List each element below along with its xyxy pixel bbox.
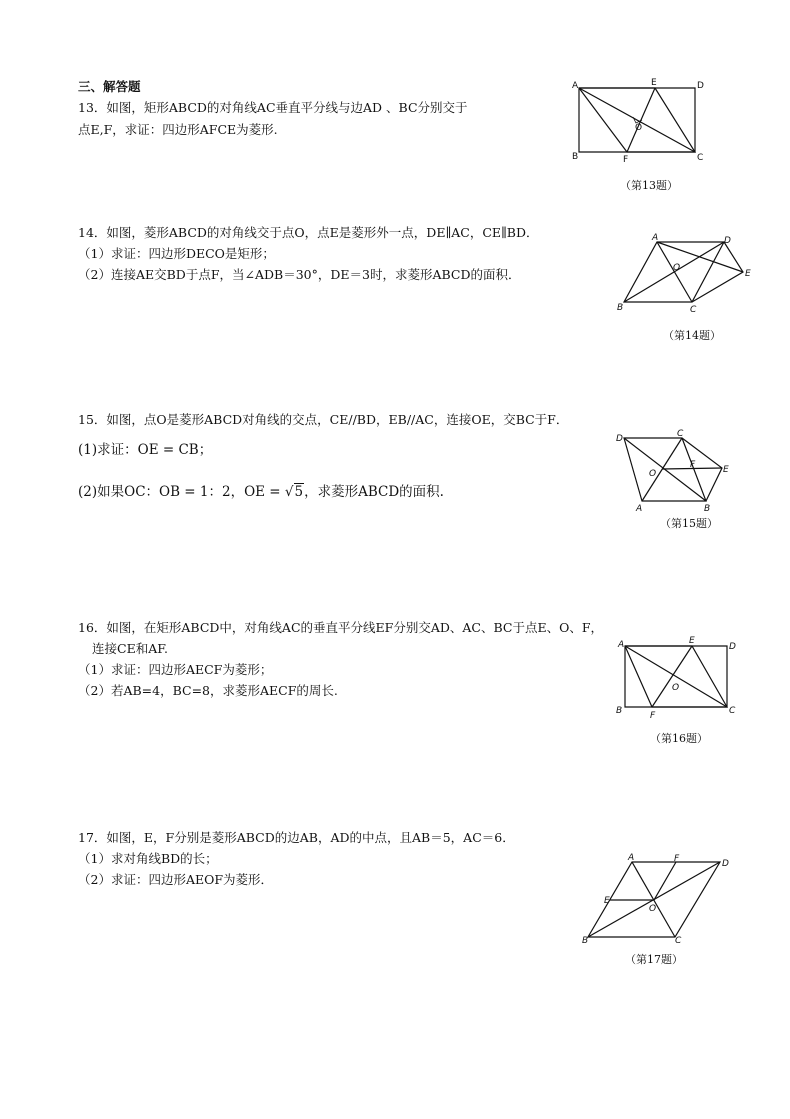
q15-diagonal-ca: [642, 438, 682, 501]
q17-line1: 17．如图，E，F分别是菱形ABCD的边AB，AD的中点，且AB＝5，AC＝6．: [78, 830, 515, 845]
q14-figure: [612, 232, 757, 315]
q14-label-c: C: [690, 305, 697, 315]
q15-line3: (2)如果OC：OB = 1：2，OE = √5，求菱形ABCD的面积.: [78, 484, 444, 500]
q14-caption: （第14题）: [663, 329, 721, 342]
q17-label-a: A: [628, 853, 635, 863]
q16-caption: （第16题）: [650, 732, 708, 745]
q17-label-o: O: [649, 904, 657, 914]
q17-caption: （第17题）: [625, 953, 683, 966]
q15-line1: 15．如图，点O是菱形ABCD对角线的交点，CE//BD，EB//AC，连接OE，交BC于F．: [78, 412, 569, 427]
q15-label-b: B: [704, 504, 711, 514]
q15-sqrt-value: 5: [294, 484, 304, 500]
q17-label-b: B: [582, 936, 589, 946]
q16-label-d: D: [729, 642, 736, 652]
q15-label-a: A: [636, 504, 643, 514]
q15-caption: （第15题）: [660, 517, 718, 530]
q14-segments-de-ce: [692, 242, 743, 302]
q16-line4: （2）若AB=4，BC=8，求菱形AECF的周长.: [78, 683, 338, 698]
section-title: 三、解答题: [78, 79, 141, 94]
q16-label-e: E: [689, 636, 695, 646]
q16-line3: （1）求证：四边形AECF为菱形；: [78, 662, 273, 677]
q16-label-b: B: [616, 706, 623, 716]
q14-line1: 14．如图，菱形ABCD的对角线交于点O，点E是菱形外一点，DE∥AC，CE∥BD．: [78, 225, 539, 240]
q15-line3-part1: (2)如果OC：OB = 1：2，OE =: [78, 484, 285, 500]
q13-label-o: O: [635, 123, 643, 133]
q13-perp-bisector: [627, 88, 655, 152]
q13-label-b: B: [572, 152, 579, 162]
q13-figure: [570, 80, 705, 165]
q16-line2: 连接CE和AF.: [92, 641, 168, 656]
q14-line2: （1）求证：四边形DECO是矩形；: [78, 246, 275, 261]
q13-label-a: A: [572, 81, 579, 91]
q17-line2: （1）求对角线BD的长；: [78, 851, 218, 866]
q15-label-f: F: [690, 460, 696, 470]
q14-label-o: O: [673, 263, 681, 273]
q15-line3-part2: ，求菱形ABCD的面积.: [304, 484, 444, 500]
q13-label-f: F: [623, 155, 629, 165]
q13-label-c: C: [697, 153, 704, 163]
q16-diagonal-ac: [625, 646, 727, 707]
q14-line3: （2）连接AE交BD于点F，当∠ADB＝30°，DE＝3时，求菱形ABCD的面积．: [78, 267, 521, 282]
q13-diagonal-ac: [579, 88, 695, 152]
q16-label-c: C: [729, 706, 736, 716]
q16-figure: [612, 636, 747, 721]
q14-label-d: D: [724, 236, 731, 246]
q15-label-c: C: [677, 429, 684, 439]
q17-label-e: E: [604, 896, 610, 906]
q15-label-d: D: [616, 434, 623, 444]
q15-label-o: O: [649, 469, 657, 479]
q17-line3: （2）求证：四边形AEOF为菱形．: [78, 872, 274, 887]
q14-label-e: E: [745, 269, 751, 279]
q17-label-c: C: [675, 936, 682, 946]
q14-segment-ae: [657, 242, 743, 272]
q13-line1: 13．如图，矩形ABCD的对角线AC垂直平分线与边AD 、BC分别交于: [78, 100, 468, 115]
q16-label-f: F: [650, 711, 656, 721]
q15-figure: [612, 428, 732, 513]
q13-label-e: E: [651, 78, 657, 88]
q13-line2: 点E,F，求证：四边形AFCE为菱形.: [78, 122, 278, 137]
q14-label-b: B: [617, 303, 624, 313]
q13-label-d: D: [697, 81, 704, 91]
q15-label-e: E: [723, 465, 729, 475]
q17-figure: [580, 850, 735, 945]
q16-label-o: O: [672, 683, 680, 693]
q14-label-a: A: [652, 233, 659, 243]
q15-line2: (1)求证：OE = CB；: [78, 442, 213, 458]
q16-label-a: A: [618, 640, 625, 650]
q13-caption: （第13题）: [620, 179, 678, 192]
q16-line1: 16．如图，在矩形ABCD中，对角线AC的垂直平分线EF分别交AD、AC、BC于点E、O、F，: [78, 620, 603, 635]
q16-perp-bisector-ef: [652, 646, 692, 707]
q17-label-f: F: [674, 854, 680, 864]
q17-label-d: D: [722, 859, 729, 869]
